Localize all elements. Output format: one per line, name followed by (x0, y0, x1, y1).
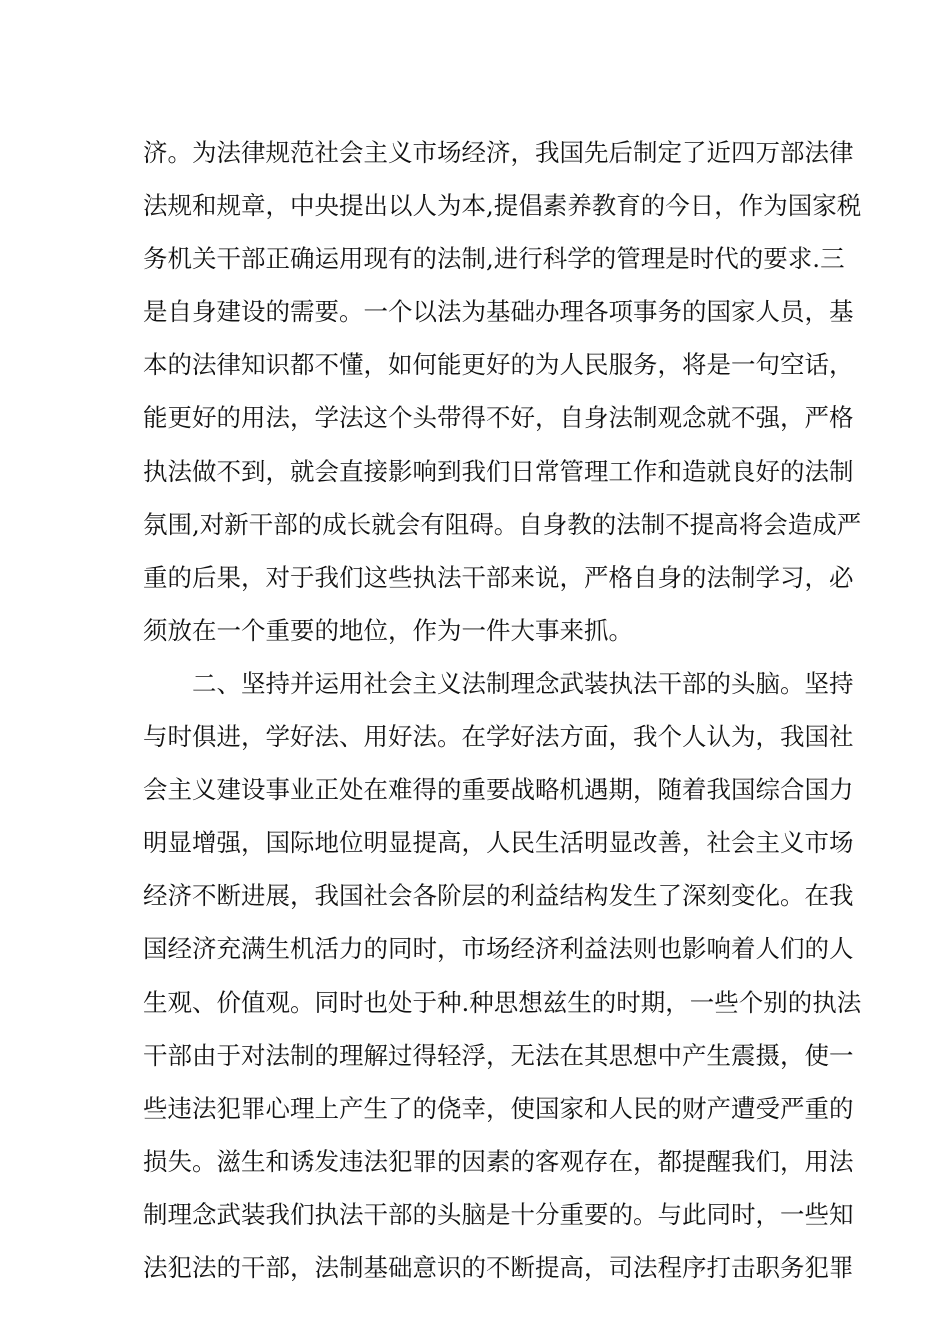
text-line: 法犯法的干部，法制基础意识的不断提高，司法程序打击职务犯罪 (143, 1252, 854, 1282)
text-line: 重的后果，对于我们这些执法干部来说，严格自身的法制学习，必 (143, 562, 854, 592)
text-line: 济。为法律规范社会主义市场经济，我国先后制定了近四万部法律 (143, 138, 854, 167)
text-line: 须放在一个重要的地位，作为一件大事来抓。 (143, 615, 633, 645)
text-line: 二、坚持并运用社会主义法制理念武装执法干部的头脑。坚持 (143, 668, 854, 698)
text-line: 法规和规章，中央提出以人为本,提倡素养教育的今日，作为国家税 (143, 191, 862, 221)
text-line: 本的法律知识都不懂，如何能更好的为人民服务，将是一句空话， (143, 350, 854, 380)
text-line: 是自身建设的需要。一个以法为基础办理各项事务的国家人员，基 (143, 297, 854, 327)
text-line: 国经济充满生机活力的同时，市场经济利益法则也影响着人们的人 (143, 934, 854, 964)
text-line: 明显增强，国际地位明显提高，人民生活明显改善，社会主义市场 (143, 828, 854, 858)
text-line: 些违法犯罪心理上产生了的侥幸，使国家和人民的财产遭受严重的 (143, 1093, 854, 1123)
text-line: 损失。滋生和诱发违法犯罪的因素的客观存在，都提醒我们，用法 (143, 1146, 854, 1176)
text-line: 干部由于对法制的理解过得轻浮，无法在其思想中产生震摄，使一 (143, 1040, 854, 1070)
text-line: 执法做不到，就会直接影响到我们日常管理工作和造就良好的法制 (143, 456, 854, 486)
text-line: 能更好的用法，学法这个头带得不好，自身法制观念就不强，严格 (143, 403, 854, 433)
body-text (143, 126, 862, 1294)
text-line: 务机关干部正确运用现有的法制,进行科学的管理是时代的要求.三 (143, 244, 845, 274)
text-line: 生观、价值观。同时也处于种.种思想兹生的时期，一些个别的执法 (143, 987, 862, 1017)
text-line: 经济不断进展，我国社会各阶层的利益结构发生了深刻变化。在我 (143, 881, 854, 911)
text-line: 与时俱进，学好法、用好法。在学好法方面，我个人认为，我国社 (143, 722, 854, 752)
text-line: 氛围,对新干部的成长就会有阻碍。自身教的法制不提高将会造成严 (143, 509, 862, 539)
text-line: 制理念武装我们执法干部的头脑是十分重要的。与此同时，一些知 (143, 1199, 854, 1229)
text-line: 会主义建设事业正处在难得的重要战略机遇期，随着我国综合国力 (143, 775, 854, 805)
